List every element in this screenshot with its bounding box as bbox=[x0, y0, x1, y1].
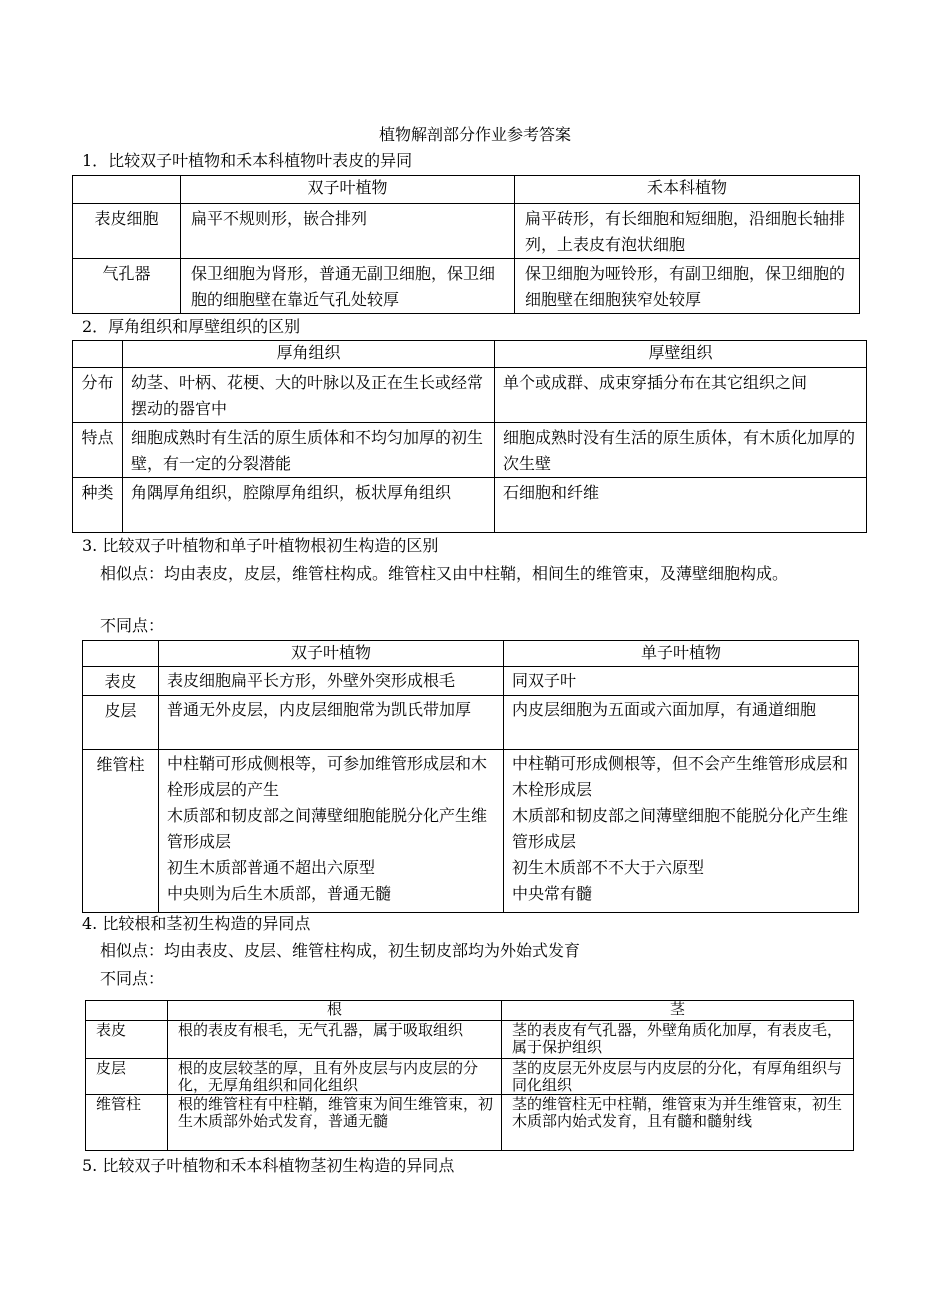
table-cell: 根的皮层较茎的厚，且有外皮层与内皮层的分化，无厚角组织和同化组织 bbox=[168, 1059, 502, 1095]
cell-line: 中柱鞘可形成侧根等，但不会产生维管形成层和木栓形成层 bbox=[512, 754, 849, 799]
table-header-row bbox=[83, 641, 859, 667]
table-row bbox=[73, 368, 867, 423]
table-cell: 细胞成熟时没有生活的原生质体，有木质化加厚的次生壁 bbox=[495, 423, 867, 478]
table-header-cell: 厚壁组织 bbox=[495, 341, 867, 368]
table-cell bbox=[159, 696, 504, 750]
table-cell bbox=[504, 696, 859, 750]
cell-line: 中央常有髓 bbox=[512, 884, 593, 903]
table-cell: 石细胞和纤维 bbox=[495, 478, 867, 533]
document-title: 植物解剖部分作业参考答案 bbox=[378, 125, 571, 144]
table-cell: 茎的表皮有气孔器，外壁角质化加厚，有表皮毛，属于保护组织 bbox=[502, 1021, 854, 1059]
table-row bbox=[83, 667, 859, 696]
cell-line: 木质部和韧皮部之间薄壁细胞不能脱分化产生维管形成层 bbox=[512, 806, 849, 851]
table-cell: 保卫细胞为哑铃形，有副卫细胞，保卫细胞的细胞壁在细胞狭窄处较厚 bbox=[515, 259, 860, 314]
cell-line: 中柱鞘可形成侧根等，可参加维管形成层和木栓形成层的产生 bbox=[167, 754, 488, 799]
table-cell: 扁平不规则形，嵌合排列 bbox=[181, 204, 515, 259]
cell-line: 内皮层细胞为五面或六面加厚，有通道细胞 bbox=[512, 700, 817, 719]
table-cell: 单个或成群、成束穿插分布在其它组织之间 bbox=[495, 368, 867, 423]
q5-heading: 5. 比较双子叶植物和禾本科植物茎初生构造的异同点 bbox=[82, 1156, 455, 1175]
table-cell: 细胞成熟时有生活的原生质体和不均匀加厚的初生壁，有一定的分裂潜能 bbox=[123, 423, 495, 478]
row-header-cell: 维管柱 bbox=[86, 1095, 168, 1151]
q4-similarities: 相似点：均由表皮、皮层、维管柱构成，初生韧皮部均为外始式发育 bbox=[100, 941, 581, 960]
table-cell bbox=[504, 667, 859, 696]
table-cell: 根的表皮有根毛，无气孔器，属于吸取组织 bbox=[168, 1021, 502, 1059]
table-header-row bbox=[73, 176, 860, 204]
table-row bbox=[83, 750, 859, 913]
row-header-cell: 皮层 bbox=[83, 696, 159, 750]
table-header-cell: 禾本科植物 bbox=[515, 176, 860, 204]
row-header-cell: 表皮 bbox=[86, 1021, 168, 1059]
row-header-cell: 皮层 bbox=[86, 1059, 168, 1095]
cell-line: 初生木质部普通不超出六原型 bbox=[167, 858, 376, 877]
table-cell bbox=[159, 667, 504, 696]
row-header-cell: 种类 bbox=[73, 478, 123, 533]
table-cell bbox=[159, 750, 504, 913]
table-header-cell: 根 bbox=[168, 1001, 502, 1021]
table-cell: 根的维管柱有中柱鞘，维管束为间生维管束，初生木质部外始式发育，普通无髓 bbox=[168, 1095, 502, 1151]
q3-heading: 3. 比较双子叶植物和单子叶植物根初生构造的区别 bbox=[82, 536, 439, 555]
table-row bbox=[86, 1059, 854, 1095]
q1-table bbox=[72, 175, 860, 314]
table-header-cell: 双子叶植物 bbox=[181, 176, 515, 204]
q4-heading: 4. 比较根和茎初生构造的异同点 bbox=[82, 914, 311, 933]
q3-differences-label: 不同点： bbox=[100, 616, 165, 635]
q3-similarities: 相似点：均由表皮，皮层，维管柱构成。维管柱又由中柱鞘，相间生的维管束，及薄壁细胞构成。 bbox=[100, 564, 789, 583]
q3-table bbox=[82, 640, 859, 913]
table-header-row bbox=[86, 1001, 854, 1021]
q2-table bbox=[72, 340, 867, 533]
row-header-cell: 维管柱 bbox=[83, 750, 159, 913]
table-row bbox=[86, 1095, 854, 1151]
table-header-cell: 双子叶植物 bbox=[159, 641, 504, 667]
row-header-cell: 表皮 bbox=[83, 667, 159, 696]
table-cell: 扁平砖形，有长细胞和短细胞，沿细胞长轴排列，上表皮有泡状细胞 bbox=[515, 204, 860, 259]
table-row bbox=[86, 1021, 854, 1059]
table-row bbox=[73, 478, 867, 533]
table-header-row bbox=[73, 341, 867, 368]
q4-table bbox=[85, 1000, 854, 1151]
cell-line: 同双子叶 bbox=[512, 671, 577, 690]
cell-line: 中央则为后生木质部，普通无髓 bbox=[167, 884, 392, 903]
table-corner-cell bbox=[73, 176, 181, 204]
table-corner-cell bbox=[86, 1001, 168, 1021]
table-row bbox=[73, 423, 867, 478]
table-cell: 茎的维管柱无中柱鞘，维管束为并生维管束，初生木质部内始式发育，且有髓和髓射线 bbox=[502, 1095, 854, 1151]
table-corner-cell bbox=[83, 641, 159, 667]
row-header-cell: 气孔器 bbox=[73, 259, 181, 314]
cell-line: 表皮细胞扁平长方形，外壁外突形成根毛 bbox=[167, 671, 456, 690]
table-cell bbox=[504, 750, 859, 913]
table-row bbox=[73, 259, 860, 314]
row-header-cell: 表皮细胞 bbox=[73, 204, 181, 259]
table-corner-cell bbox=[73, 341, 123, 368]
table-cell: 角隅厚角组织，腔隙厚角组织，板状厚角组织 bbox=[123, 478, 495, 533]
row-header-cell: 分布 bbox=[73, 368, 123, 423]
row-header-cell: 特点 bbox=[73, 423, 123, 478]
cell-line: 普通无外皮层，内皮层细胞常为凯氏带加厚 bbox=[167, 700, 472, 719]
table-cell: 保卫细胞为肾形，普通无副卫细胞，保卫细胞的细胞壁在靠近气孔处较厚 bbox=[181, 259, 515, 314]
table-cell: 幼茎、叶柄、花梗、大的叶脉以及正在生长或经常摆动的器官中 bbox=[123, 368, 495, 423]
q4-differences-label: 不同点： bbox=[100, 969, 165, 988]
table-row bbox=[83, 696, 859, 750]
table-header-cell: 厚角组织 bbox=[123, 341, 495, 368]
table-header-cell: 茎 bbox=[502, 1001, 854, 1021]
cell-line: 初生木质部不不大于六原型 bbox=[512, 858, 705, 877]
table-row bbox=[73, 204, 860, 259]
table-header-cell: 单子叶植物 bbox=[504, 641, 859, 667]
table-cell: 茎的皮层无外皮层与内皮层的分化，有厚角组织与同化组织 bbox=[502, 1059, 854, 1095]
q2-heading: 2．厚角组织和厚壁组织的区别 bbox=[82, 317, 301, 336]
cell-line: 木质部和韧皮部之间薄壁细胞能脱分化产生维管形成层 bbox=[167, 806, 488, 851]
q1-heading: 1．比较双子叶植物和禾本科植物叶表皮的异同 bbox=[82, 151, 413, 170]
